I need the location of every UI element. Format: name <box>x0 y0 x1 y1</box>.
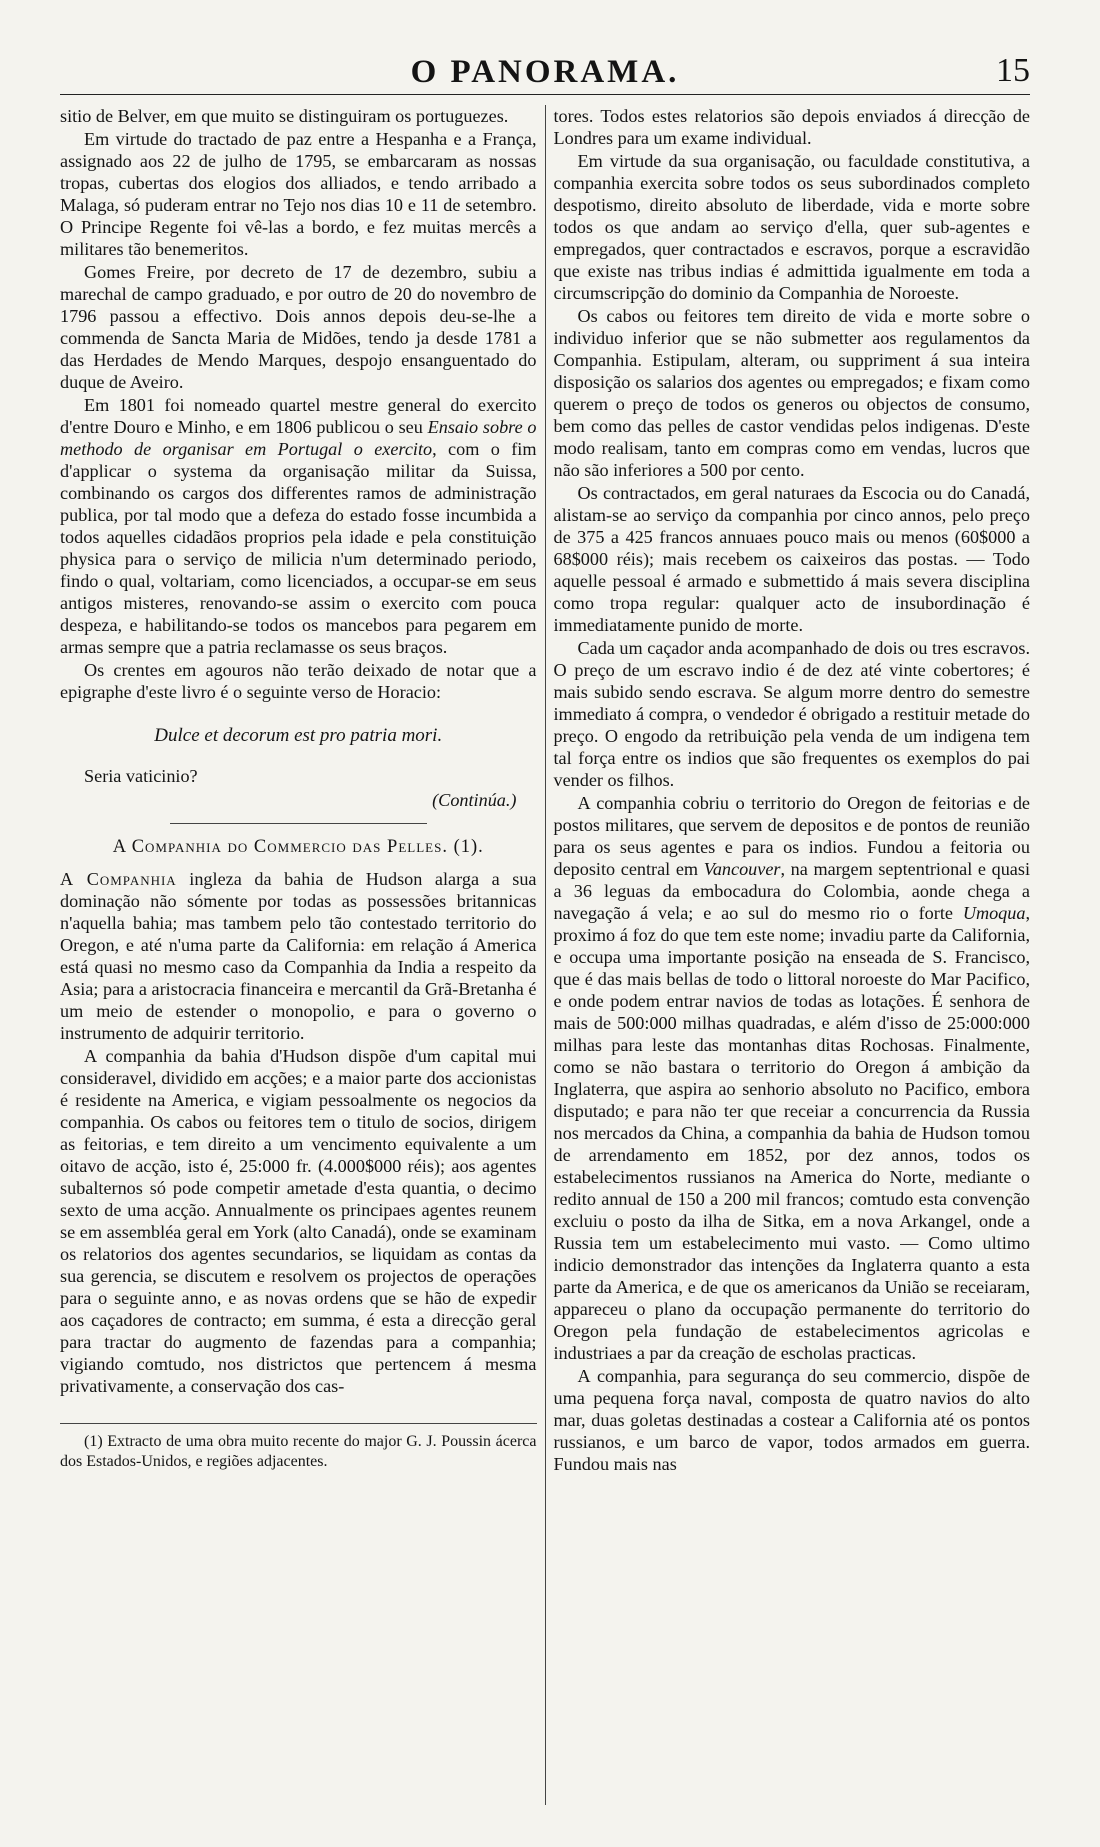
book-title: Ensaio sobre o methodo de organisar em Portugal o exercito <box>60 417 537 459</box>
footnote-divider <box>60 1423 537 1424</box>
paragraph: Os crentes em agouros não terão deixado de notar que a epigraphe d'este livro é o seguinte verso de Horacio: <box>60 660 537 702</box>
paragraph-text: A companhia cobriu o territorio do Oregon de feitorias e de postos militares, que servem de depositos e de pontos de reunião para os seus agentes e para os indios. Fundou a feitoria ou deposito central em <box>553 793 1030 879</box>
paragraph: Cada um caçador anda acompanhado de dois ou tres escravos. O preço de um escravo indio é de dez até vinte cobertores; é mais subido sendo escrava. Se algum morre dentro do semestre immediato á compra, o vendedor é obrigado a restituir metade do preço. O engodo da retribuição pela venda de um indigena tem tal força entre os indios que são frequentes os exemplos do pai vender os filhos. <box>553 638 1030 790</box>
continua-note: (Continúa.) <box>432 790 517 810</box>
text-columns <box>60 105 1030 1805</box>
paragraph: Os cabos ou feitores tem direito de vida e morte sobre o individuo inferior que se não submetter aos regulamentos da Companhia. Estipulam, alteram, ou suppriment á sua inteira disposição os salarios dos agentes ou empregados; e fixam como querem o preço de todos os generos ou objectos de consumo, bem como das pelles de castor vendidas pelos indigenas. D'este modo realisam, tanto em compras como em vendas, lucros que não são inferiores a 500 por cento. <box>553 306 1030 480</box>
column-divider <box>545 105 546 1805</box>
page-number: 15 <box>996 52 1030 89</box>
place-name: Vancouver <box>703 859 781 879</box>
paragraph: tores. Todos estes relatorios são depois enviados á direcção de Londres para um exame individual. <box>553 106 1030 148</box>
paragraph-text: ingleza da bahia de Hudson alarga a sua dominação não sómente por todas as possessões britannicas n'aquella bahia; mas tambem pelo tão contestado territorio do Oregon, e até n'uma parte da California: em relação á America está quasi no mesmo caso da Companhia da India a respeito da Asia; para a aristocracia financeira e mercantil da Grã-Bretanha é um meio de estender o monopolio, e para o governo o instrumento de adquirir territorio. <box>60 869 537 1043</box>
paragraph: Os contractados, em geral naturaes da Escocia ou do Canadá, alistam-se ao serviço da companhia por cinco annos, pelo preço de 375 a 425 francos annuaes pouco mais ou menos (60$000 a 68$000 réis); mais recebem os caixeiros das postas. — Todo aquelle pessoal é armado e submettido á mais severa disciplina como tropa regular: qualquer acto de insubordinação é immediatamente punido de morte. <box>553 483 1030 635</box>
paragraph: Gomes Freire, por decreto de 17 de dezembro, subiu a marechal de campo graduado, e por outro de 20 do novembro de 1796 passou a effectivo. Dois annos depois deu-se-lhe a commenda de Sancta Maria de Midões, tendo ja desde 1781 a das Herdades de Mendo Marques, despojo ensanguentado do duque de Aveiro. <box>60 262 537 392</box>
left-column <box>60 105 537 1805</box>
paragraph-text: , na margem septentrional e quasi a 36 leguas da embocadura do Colombia, aonde chega a navegação á vela; e ao sul do mesmo rio o forte <box>553 859 1031 923</box>
horace-quote: Dulce et decorum est pro patria mori. <box>154 725 443 746</box>
page-header <box>60 52 1030 95</box>
paragraph: A companhia da bahia d'Hudson dispõe d'um capital mui consideravel, dividido em acções; e a maior parte dos accionistas é residente na America, e vigiam pessoalmente os negocios da companhia. Os cabos ou feitores tem o titulo de socios, dirigem as feitorias, e tem direito a um vencimento equivalente a um oitavo de acção, isto é, 25:000 fr. (4.000$000 réis); aos agentes subalternos só pode competir ametade d'esta quantia, o decimo sexto de uma acção. Annualmente os principaes agentes reunem se em assembléa geral em York (alto Canadá), onde se examinam os relatorios dos agentes secundarios, se liquidam as contas da sua gerencia, se discutem e resolvem os projectos de operações para o seguinte anno, e as novas ordens que se hão de expedir aos caçadores de contracto; em summa, é esta a direcção geral para tractar do augmento de fazendas para a companhia; vigiando comtudo, nos districtos que pertencem á mesma privativamente, a conservação dos cas- <box>60 1046 537 1396</box>
paragraph-text: , com o fim d'applicar o systema da organisação militar da Suissa, combinando os cargos dos differentes ramos de administração publica, por tal modo que a defeza do estado fosse incumbida a todos aquelles cidadãos proprios pela idade e pela constituição physica para o serviço de milicia n'um determinado periodo, findo o qual, voltariam, como licenciados, a occupar-se em seus antigos misteres, renovando-se assim o exercito com pouca despeza, e habilitando-se todos os mancebos para pegarem em armas sempre que a patria reclamasse os seus braços. <box>60 439 537 657</box>
paragraph <box>60 394 537 658</box>
paragraph-text: Em 1801 foi nomeado quartel mestre general do exercito d'entre Douro e Minho, e em 1806 publicou o seu <box>60 395 537 437</box>
paragraph: Em virtude da sua organisação, ou faculdade constitutiva, a companhia exercita sobre todos os seus subordinados completo despotismo, direito absoluto de liberdade, vida e morte sobre todos os que andam ao serviço d'ella, quer sub-agentes e empregados, quer contractados e escravos, porque a escravidão que existe nas tribus indias é admittida igualmente em toda a circumscripção do dominio da Companhia de Noroeste. <box>553 151 1030 303</box>
paragraph: Em virtude do tractado de paz entre a Hespanha e a França, assignado aos 22 de julho de 1795, se embarcaram as nossas tropas, cubertas dos elogios dos alliados, e tendo arribado a Malaga, só puderam entrar no Tejo nos dias 10 e 11 de setembro. O Principe Regente foi vê-las a bordo, e fez muitas mercês a militares tão benemeritos. <box>60 129 537 259</box>
paragraph-text: , proximo á foz do que tem este nome; invadiu parte da California, e occupa uma importante posição na enseada de S. Francisco, que é das mais bellas de todo o littoral noroeste do Mar Pacifico, e onde podem entrar navios de todas as lotações. É senhora de mais de 500:000 milhas quadradas, e além d'isso de 25:000:000 milhas para leste das montanhas ditas Rochosas. Finalmente, como se não bastara o territorio do Oregon á ambição da Inglaterra, que aspira ao senhorio absoluto no Pacifico, embora disputado; e para não ter que receiar a concurrencia da Russia nos mercados da China, a companhia da bahia de Hudson tomou de arrendamento em 1852, por dez annos, todos os estabelecimentos russianos na America do Norte, mediante o redito annual de 150 a 200 mil francos; comtudo esta convenção excluiu o posto da ilha de Sitka, em a nova Arkangel, onde a Russia tem um estabelecimento mui vasto. — Como ultimo indicio demonstrador das intenções da Inglaterra quanto a esta parte da America, e de que os americanos da União se receiaram, appareceu o plano da occupação permanente do territorio do Oregon pela fundação de estabelecimentos agricolas e industriaes a par da creação de escholas practicas. <box>553 903 1031 1363</box>
paragraph <box>60 868 537 1044</box>
opening-words: A Companhia <box>60 869 177 889</box>
article-divider <box>170 823 427 824</box>
journal-title: O PANORAMA. <box>410 54 680 90</box>
paragraph: sitio de Belver, em que muito se distinguiram os portuguezes. <box>60 106 509 126</box>
footnote: (1) Extracto de uma obra muito recente do major G. J. Poussin ácerca dos Estados-Unidos, e regiões adjacentes. <box>60 1433 537 1470</box>
article-title: A Companhia do Commercio das Pelles. (1). <box>112 837 484 857</box>
paragraph <box>554 792 1031 1364</box>
paragraph: A companhia, para segurança do seu commercio, dispõe de uma pequena força naval, composta de quatro navios do alto mar, duas goletas destinadas a costear a California até os pontos russianos, e um barco de vapor, todos armados em guerra. Fundou mais nas <box>553 1366 1030 1474</box>
right-column <box>554 105 1031 1805</box>
place-name: Umoqua <box>962 903 1026 923</box>
paragraph: Seria vaticinio? <box>84 766 198 786</box>
